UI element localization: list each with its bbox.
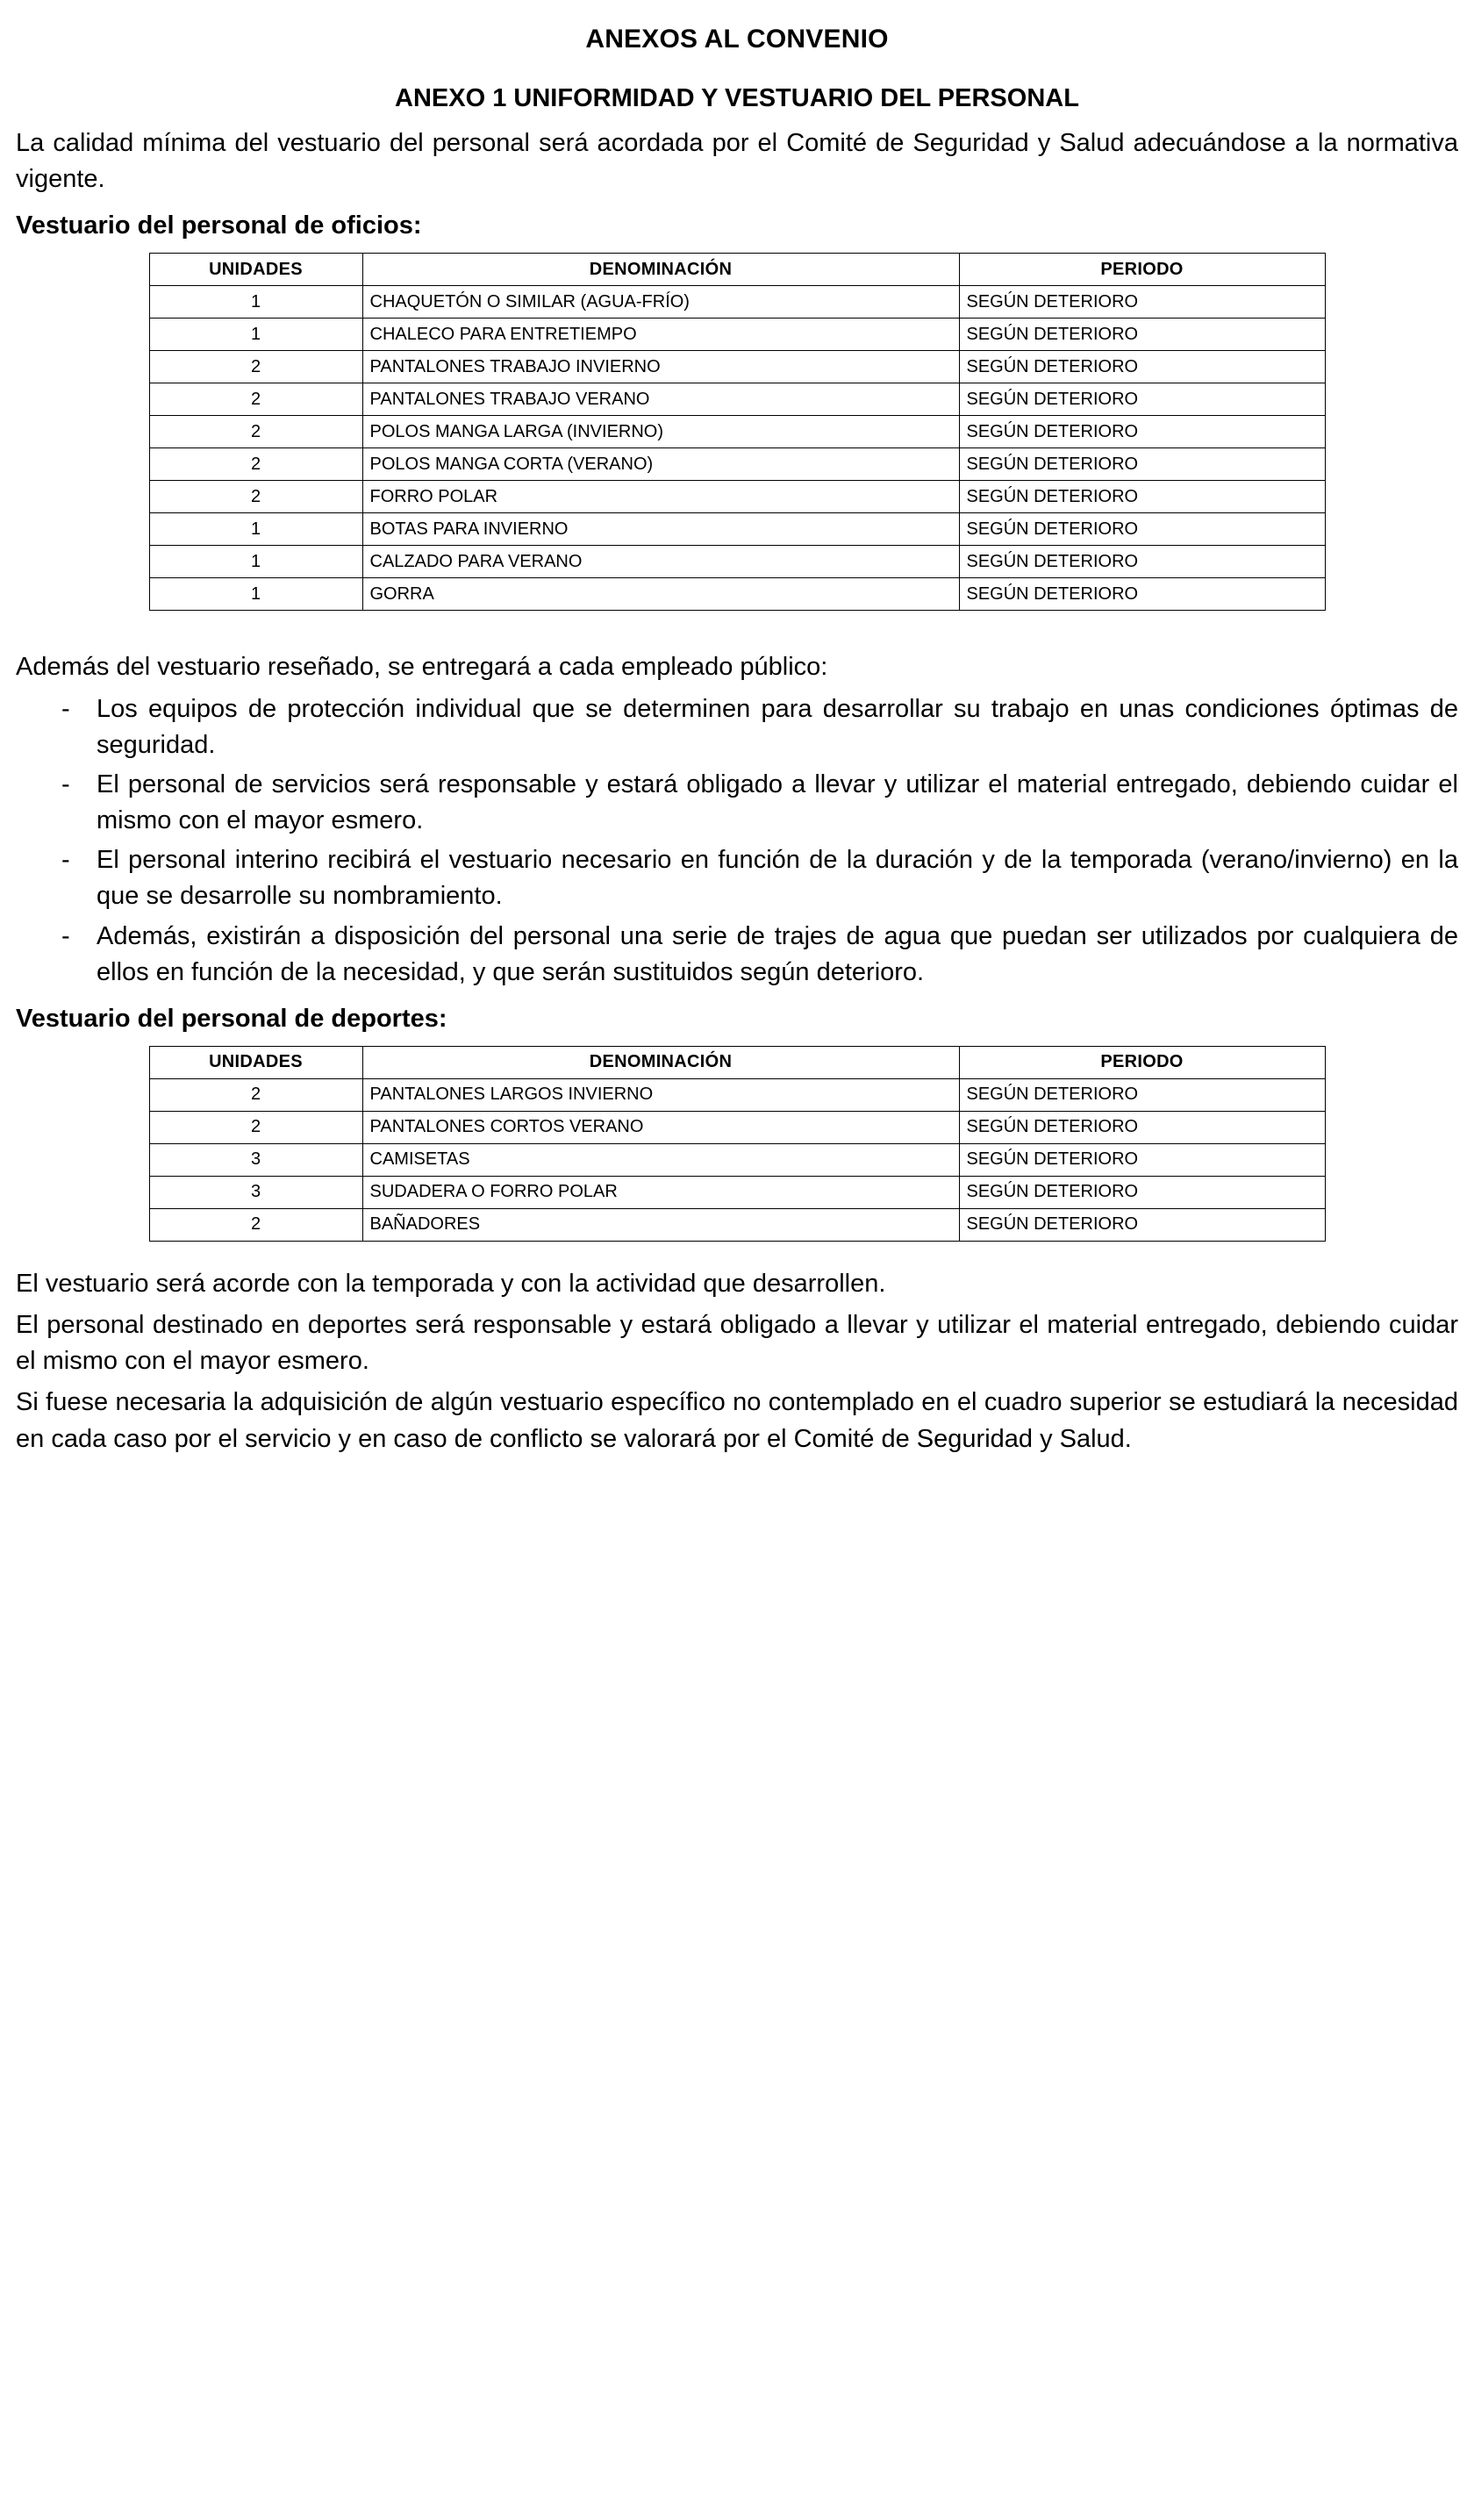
- column-header-denominacion: DENOMINACIÓN: [362, 254, 959, 286]
- cell-unidades: 2: [149, 383, 362, 416]
- cell-unidades: 2: [149, 1078, 362, 1111]
- table-row: [149, 1143, 1325, 1176]
- cell-denominacion: PANTALONES TRABAJO VERANO: [362, 383, 959, 416]
- column-header-periodo: PERIODO: [959, 254, 1325, 286]
- cell-denominacion: POLOS MANGA CORTA (VERANO): [362, 448, 959, 481]
- cell-unidades: 1: [149, 578, 362, 611]
- spacer: [16, 626, 1458, 649]
- cell-unidades: 2: [149, 481, 362, 513]
- table-uniformes-oficios: [149, 253, 1326, 611]
- cell-unidades: 1: [149, 513, 362, 546]
- list-item: [16, 691, 1458, 763]
- closing-paragraph-3: Si fuese necesaria la adquisición de algún vestuario específico no contemplado en el cuadro superior se estudiará la necesidad en cada caso por el servicio y en caso de conflicto se valorará por el Comité de Seguridad y Salud.: [16, 1388, 1458, 1453]
- cell-denominacion: SUDADERA O FORRO POLAR: [362, 1176, 959, 1208]
- cell-unidades: 1: [149, 286, 362, 319]
- cell-unidades: 1: [149, 319, 362, 351]
- cell-denominacion: CAMISETAS: [362, 1143, 959, 1176]
- cell-periodo: SEGÚN DETERIORO: [959, 416, 1325, 448]
- cell-denominacion: BOTAS PARA INVIERNO: [362, 513, 959, 546]
- table-row: [149, 286, 1325, 319]
- cell-unidades: 2: [149, 416, 362, 448]
- cell-periodo: SEGÚN DETERIORO: [959, 546, 1325, 578]
- cell-denominacion: BAÑADORES: [362, 1208, 959, 1241]
- list-item: [16, 919, 1458, 991]
- cell-periodo: SEGÚN DETERIORO: [959, 513, 1325, 546]
- cell-periodo: SEGÚN DETERIORO: [959, 351, 1325, 383]
- table-row: [149, 351, 1325, 383]
- column-header-denominacion: DENOMINACIÓN: [362, 1046, 959, 1078]
- cell-denominacion: PANTALONES LARGOS INVIERNO: [362, 1078, 959, 1111]
- cell-periodo: SEGÚN DETERIORO: [959, 1208, 1325, 1241]
- dash-marker: -: [61, 846, 70, 875]
- column-header-unidades: UNIDADES: [149, 1046, 362, 1078]
- intro-paragraph: La calidad mínima del vestuario del personal será acordada por el Comité de Seguridad y Salud adecuándose a la normativa vigente.: [16, 129, 1458, 194]
- table-header-row: [149, 254, 1325, 286]
- closing-paragraph-1: El vestuario será acorde con la temporada y con la actividad que desarrollen.: [16, 1269, 886, 1298]
- column-header-periodo: PERIODO: [959, 1046, 1325, 1078]
- cell-unidades: 3: [149, 1143, 362, 1176]
- table-uniformes-deportes: [149, 1046, 1326, 1242]
- cell-periodo: SEGÚN DETERIORO: [959, 1078, 1325, 1111]
- list-item-text: El personal de servicios será responsable y estará obligado a llevar y utilizar el material entregado, debiendo cuidar el mismo con el mayor esmero.: [97, 770, 1458, 835]
- document-title: ANEXOS AL CONVENIO: [585, 25, 889, 54]
- dash-marker: -: [61, 694, 70, 723]
- cell-periodo: SEGÚN DETERIORO: [959, 383, 1325, 416]
- table-row: [149, 1078, 1325, 1111]
- table-row: [149, 578, 1325, 611]
- column-header-unidades: UNIDADES: [149, 254, 362, 286]
- cell-periodo: SEGÚN DETERIORO: [959, 1176, 1325, 1208]
- cell-periodo: SEGÚN DETERIORO: [959, 286, 1325, 319]
- list-item: [16, 767, 1458, 839]
- cell-periodo: SEGÚN DETERIORO: [959, 481, 1325, 513]
- list-item-text: El personal interino recibirá el vestuario necesario en función de la duración y de la temporada (verano/invierno) en la que se desarrolle su nombramiento.: [97, 846, 1458, 911]
- table-row: [149, 1176, 1325, 1208]
- table-row: [149, 319, 1325, 351]
- table-row: [149, 448, 1325, 481]
- table-header-row: [149, 1046, 1325, 1078]
- cell-unidades: 2: [149, 351, 362, 383]
- cell-periodo: SEGÚN DETERIORO: [959, 578, 1325, 611]
- list-item-text: Además, existirán a disposición del personal una serie de trajes de agua que puedan ser utilizados por cualquiera de ellos en función de la necesidad, y que serán sustituidos según deterioro.: [97, 921, 1458, 986]
- cell-denominacion: CHAQUETÓN O SIMILAR (AGUA-FRÍO): [362, 286, 959, 319]
- cell-unidades: 2: [149, 1111, 362, 1143]
- cell-unidades: 2: [149, 1208, 362, 1241]
- table-row: [149, 513, 1325, 546]
- dash-marker: -: [61, 770, 70, 798]
- table-row: [149, 383, 1325, 416]
- cell-denominacion: PANTALONES TRABAJO INVIERNO: [362, 351, 959, 383]
- dash-marker: -: [61, 921, 70, 950]
- table-row: [149, 481, 1325, 513]
- cell-periodo: SEGÚN DETERIORO: [959, 1143, 1325, 1176]
- table-row: [149, 1208, 1325, 1241]
- section-heading-oficios: Vestuario del personal de oficios:: [16, 211, 422, 240]
- cell-periodo: SEGÚN DETERIORO: [959, 1111, 1325, 1143]
- cell-denominacion: FORRO POLAR: [362, 481, 959, 513]
- list-item-text: Los equipos de protección individual que se determinen para desarrollar su trabajo en unas condiciones óptimas de seguridad.: [97, 694, 1458, 759]
- section-heading-deportes: Vestuario del personal de deportes:: [16, 1004, 447, 1033]
- cell-unidades: 1: [149, 546, 362, 578]
- annex-title: ANEXO 1 UNIFORMIDAD Y VESTUARIO DEL PERSONAL: [395, 84, 1079, 112]
- cell-periodo: SEGÚN DETERIORO: [959, 319, 1325, 351]
- cell-unidades: 2: [149, 448, 362, 481]
- cell-unidades: 3: [149, 1176, 362, 1208]
- after-table-intro: Además del vestuario reseñado, se entregará a cada empleado público:: [16, 653, 828, 682]
- cell-denominacion: GORRA: [362, 578, 959, 611]
- cell-periodo: SEGÚN DETERIORO: [959, 448, 1325, 481]
- table-row: [149, 546, 1325, 578]
- bullet-list: [16, 691, 1458, 991]
- spacer: [16, 1257, 1458, 1266]
- table-row: [149, 1111, 1325, 1143]
- closing-paragraph-2: El personal destinado en deportes será responsable y estará obligado a llevar y utilizar el material entregado, debiendo cuidar el mismo con el mayor esmero.: [16, 1311, 1458, 1376]
- cell-denominacion: CHALECO PARA ENTRETIEMPO: [362, 319, 959, 351]
- list-item: [16, 842, 1458, 914]
- cell-denominacion: CALZADO PARA VERANO: [362, 546, 959, 578]
- cell-denominacion: PANTALONES CORTOS VERANO: [362, 1111, 959, 1143]
- cell-denominacion: POLOS MANGA LARGA (INVIERNO): [362, 416, 959, 448]
- table-row: [149, 416, 1325, 448]
